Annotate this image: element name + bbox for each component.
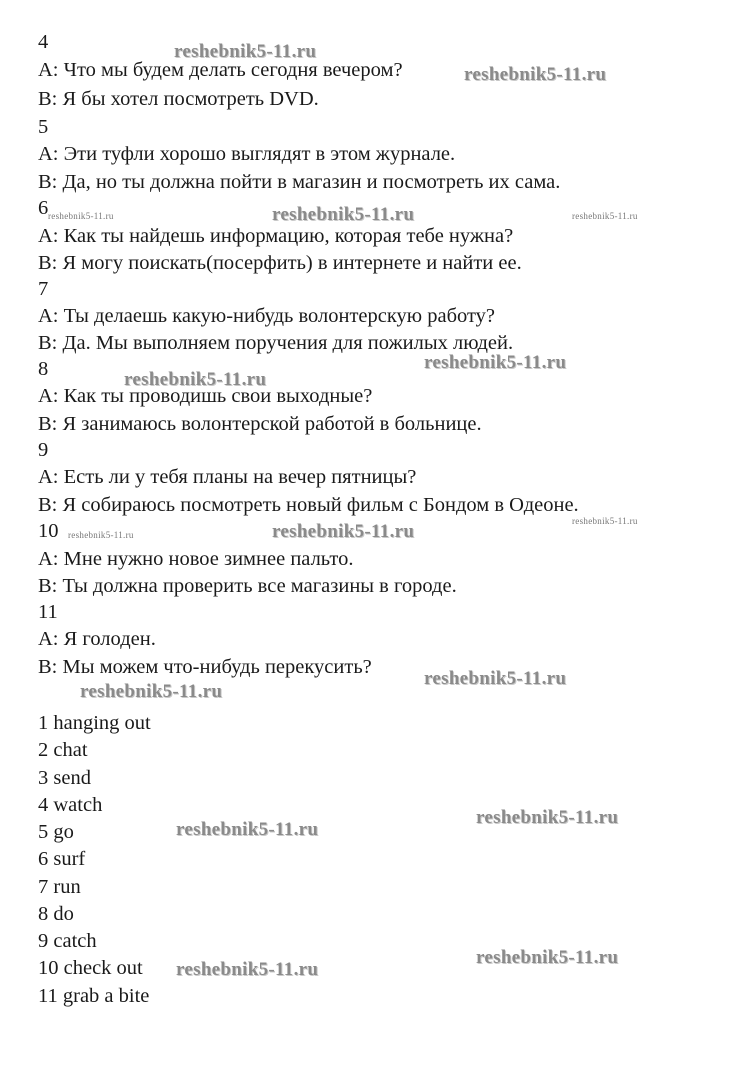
dialogue-line-b: В: Ты должна проверить все магазины в городе. bbox=[38, 575, 457, 597]
dialogue-number: 10 bbox=[38, 520, 59, 542]
dialogue-line-a: А: Есть ли у тебя планы на вечер пятницы? bbox=[38, 466, 417, 488]
watermark: reshebnik5-11.ru bbox=[572, 516, 638, 526]
dialogue-line-a: А: Как ты проводишь свои выходные? bbox=[38, 385, 373, 407]
watermark: reshebnik5-11.ru bbox=[272, 521, 415, 542]
dialogue-line-a: А: Эти туфли хорошо выглядят в этом журнале. bbox=[38, 143, 456, 165]
watermark: reshebnik5-11.ru bbox=[176, 959, 319, 980]
watermark: reshebnik5-11.ru bbox=[80, 681, 223, 702]
watermark: reshebnik5-11.ru bbox=[68, 530, 134, 540]
dialogue-line-a: А: Я голоден. bbox=[38, 628, 156, 650]
watermark: reshebnik5-11.ru bbox=[124, 369, 267, 390]
watermark: reshebnik5-11.ru bbox=[174, 41, 317, 62]
watermark: reshebnik5-11.ru bbox=[176, 819, 319, 840]
dialogue-line-a: А: Ты делаешь какую-нибудь волонтерскую работу? bbox=[38, 305, 496, 327]
answer-item: 3 send bbox=[38, 767, 91, 789]
dialogue-number: 11 bbox=[38, 601, 58, 623]
answer-item: 6 surf bbox=[38, 848, 86, 870]
watermark: reshebnik5-11.ru bbox=[424, 352, 567, 373]
dialogue-line-a: А: Что мы будем делать сегодня вечером? bbox=[38, 59, 403, 81]
answer-item: 1 hanging out bbox=[38, 712, 151, 734]
answer-item: 2 chat bbox=[38, 739, 88, 761]
watermark: reshebnik5-11.ru bbox=[424, 668, 567, 689]
dialogue-line-b: В: Да, но ты должна пойти в магазин и посмотреть их сама. bbox=[38, 171, 561, 193]
watermark: reshebnik5-11.ru bbox=[572, 211, 638, 221]
dialogue-line-a: А: Как ты найдешь информацию, которая тебе нужна? bbox=[38, 225, 514, 247]
dialogue-number: 4 bbox=[38, 31, 49, 53]
dialogue-number: 9 bbox=[38, 439, 49, 461]
dialogue-number: 8 bbox=[38, 358, 49, 380]
dialogue-number: 7 bbox=[38, 278, 49, 300]
dialogue-line-b: В: Я собираюсь посмотреть новый фильм с Бондом в Одеоне. bbox=[38, 494, 579, 516]
dialogue-number: 6 bbox=[38, 197, 49, 219]
answer-item: 9 catch bbox=[38, 930, 97, 952]
answer-item: 4 watch bbox=[38, 794, 103, 816]
answer-item: 10 check out bbox=[38, 957, 143, 979]
dialogue-number: 5 bbox=[38, 116, 49, 138]
dialogue-line-b: В: Мы можем что-нибудь перекусить? bbox=[38, 656, 372, 678]
watermark: reshebnik5-11.ru bbox=[272, 204, 415, 225]
watermark: reshebnik5-11.ru bbox=[48, 211, 114, 221]
watermark: reshebnik5-11.ru bbox=[464, 64, 607, 85]
answer-item: 5 go bbox=[38, 821, 74, 843]
dialogue-line-b: В: Я бы хотел посмотреть DVD. bbox=[38, 88, 319, 110]
watermark: reshebnik5-11.ru bbox=[476, 807, 619, 828]
dialogue-line-b: В: Я могу поискать(посерфить) в интернете и найти ее. bbox=[38, 252, 522, 274]
dialogue-line-b: В: Да. Мы выполняем поручения для пожилых людей. bbox=[38, 332, 514, 354]
watermark: reshebnik5-11.ru bbox=[476, 947, 619, 968]
dialogue-line-b: В: Я занимаюсь волонтерской работой в больнице. bbox=[38, 413, 482, 435]
answer-item: 8 do bbox=[38, 903, 74, 925]
answer-item: 7 run bbox=[38, 876, 81, 898]
dialogue-line-a: А: Мне нужно новое зимнее пальто. bbox=[38, 548, 354, 570]
answer-item: 11 grab a bite bbox=[38, 985, 150, 1007]
